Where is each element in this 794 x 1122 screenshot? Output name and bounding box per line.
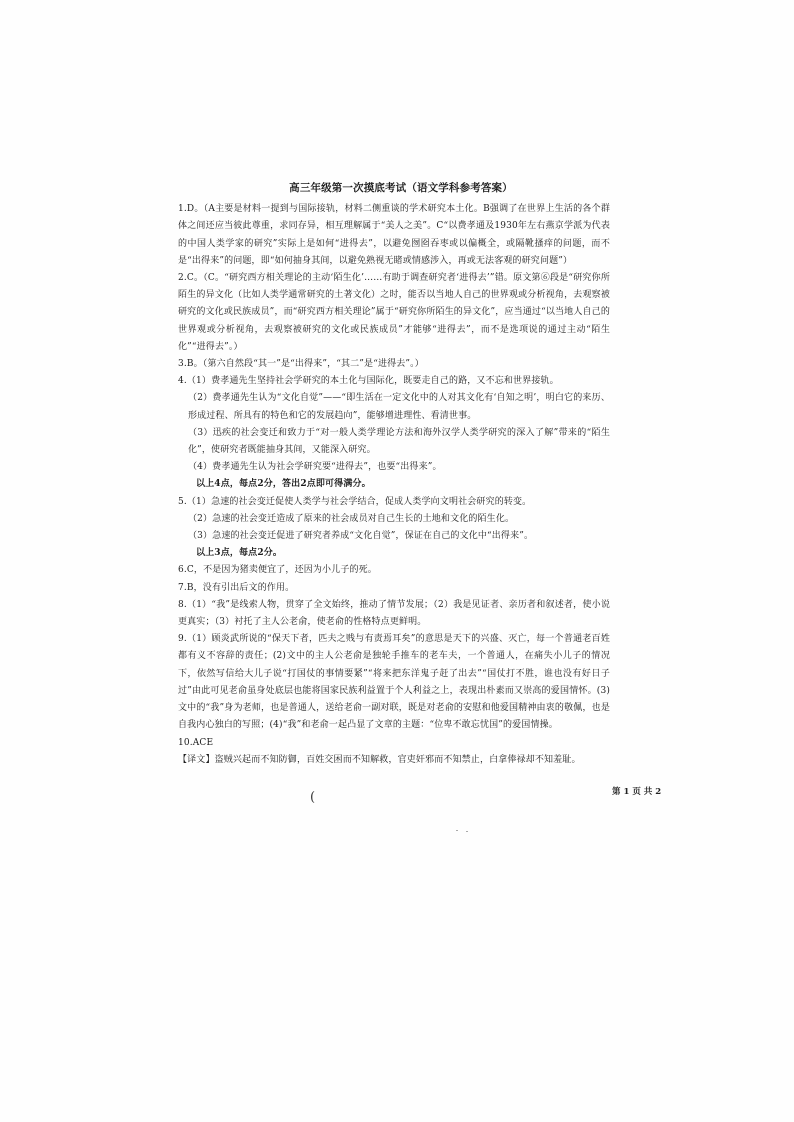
document-title: 高三年级第一次摸底考试（语文学科参考答案） [289, 182, 513, 194]
answer-4-point-4: （4）费孝通先生认为社会学研究要“进得去”，也要“出得来”。 [188, 462, 442, 473]
answer-key-content [178, 180, 610, 769]
answer-10: 10.ACE [178, 737, 214, 748]
stray-mark: ( [310, 790, 316, 805]
answer-1: 1.D。（A主要是材料一提到与国际接轨，材料二侧重谈的学术研究本土化。B强调了在世界上生活的各个群体之间还应当彼此尊重，求同存异，相互理解属于“美人之美”。C“以费孝通及1930年左右燕京学派为代表的中国人类学家的研究”实际上是如何“进得去”，以避免囫囵吞枣或以偏概全，或隔靴搔痒的问题，而不是“出得来”的问题，即“如何抽身其间，以避免熟视无睹或情感涉入，再或无法客观的研究问题”） [178, 204, 610, 266]
answer-2: 2.C。（C。“研究西方相关理论的主动‘陌生化’……有助于调查研究者‘进得去’”错。原文第⑥段是“研究你所陌生的异文化（比如人类学通常研究的土著文化）之时，能否以当地人自己的世界观或分析视角，去观察被研究的文化或民族成员”，而“研究西方相关理论”属于“研究你所陌生的异文化”，应当通过“以当地人自己的世界观或分析视角，去观察被研究的文化或民族成员”才能够“进得去”，而不是选项说的通过主动“陌生化”“进得去”。） [178, 273, 610, 352]
answer-7: 7.B，没有引出后文的作用。 [178, 582, 295, 593]
answer-6: 6.C，不是因为猪卖便宜了，还因为小儿子的死。 [178, 565, 377, 576]
answer-9: 9.（1）顾炎武所说的“保天下者，匹夫之贱与有责焉耳矣”的意思是天下的兴盛、灭亡，每一个普通老百姓都有义不容辞的责任；(2)文中的主人公老俞是独轮手推车的老车夫，一个普通人，在痛失小儿子的情况下，依然写信给大儿子说“打国仗的事情要紧”“将来把东洋鬼子赶了出去”“国仗打不胜，谁也没有好日子过”由此可见老俞虽身处底层也能将国家民族利益置于个人利益之上，表现出朴素而又崇高的爱国情怀。(3) 文中的“我”身为老师，也是普通人，送给老俞一副对联，既是对老俞的安慰和他爱国精神由衷的敬佩，也是自我内心独白的写照；(4)“我”和老俞一起凸显了文章的主题：“位卑不敢忘忧国”的爱国情操。 [178, 634, 610, 731]
answer-4-point-3: （3）迅疾的社会变迁和致力于“对一般人类学理论方法和海外汉学人类学研究的深入了解”带来的“陌生化”，使研究者既能抽身其间，又能深入研究。 [188, 427, 610, 456]
answer-4-point-2: （2）费孝通先生认为“文化自觉”——“即生活在一定文化中的人对其文化有‘自知之明’，明白它的来历、形成过程、所具有的特色和它的发展趋向”，能够增进理性、看清世事。 [188, 393, 610, 421]
answer-8: 8.（1）“我”是线索人物，贯穿了全文始终，推动了情节发展；（2）我是见证者、亲历者和叙述者，使小说更真实；（3）衬托了主人公老俞，使老俞的性格特点更鲜明。 [178, 599, 610, 628]
translation: 【译文】盗贼兴起而不知防御，百姓交困而不知解救，官吏奸邪而不知禁止，白拿俸禄却不知羞耻。 [178, 754, 581, 765]
answer-4-scoring: 以上4点，每点2分，答出2点即可得满分。 [196, 479, 371, 490]
scan-speck [456, 830, 458, 831]
answer-3: 3.B。（第六自然段“其一”是“出得来”，“其二”是“进得去”。） [178, 359, 424, 370]
scan-speck [466, 831, 468, 832]
answer-5-scoring: 以上3点，每点2分。 [196, 548, 283, 559]
answer-5-point-1: 5.（1）急速的社会变迁促使人类学与社会学结合，促成人类学向文明社会研究的转变。 [178, 496, 532, 507]
answer-5-point-2: （2）急速的社会变迁造成了原来的社会成员对自己生长的土地和文化的陌生化。 [188, 513, 515, 524]
page-number: 第 1 页 共 2 [612, 787, 662, 797]
answer-4-point-1: 4.（1）费孝通先生坚持社会学研究的本土化与国际化，既要走自己的路，又不忘和世界接轨。 [178, 376, 559, 387]
answer-5-point-3: （3）急速的社会变迁促进了研究者养成“文化自觉”，保证在自己的文化中“出得来”。 [188, 531, 534, 542]
